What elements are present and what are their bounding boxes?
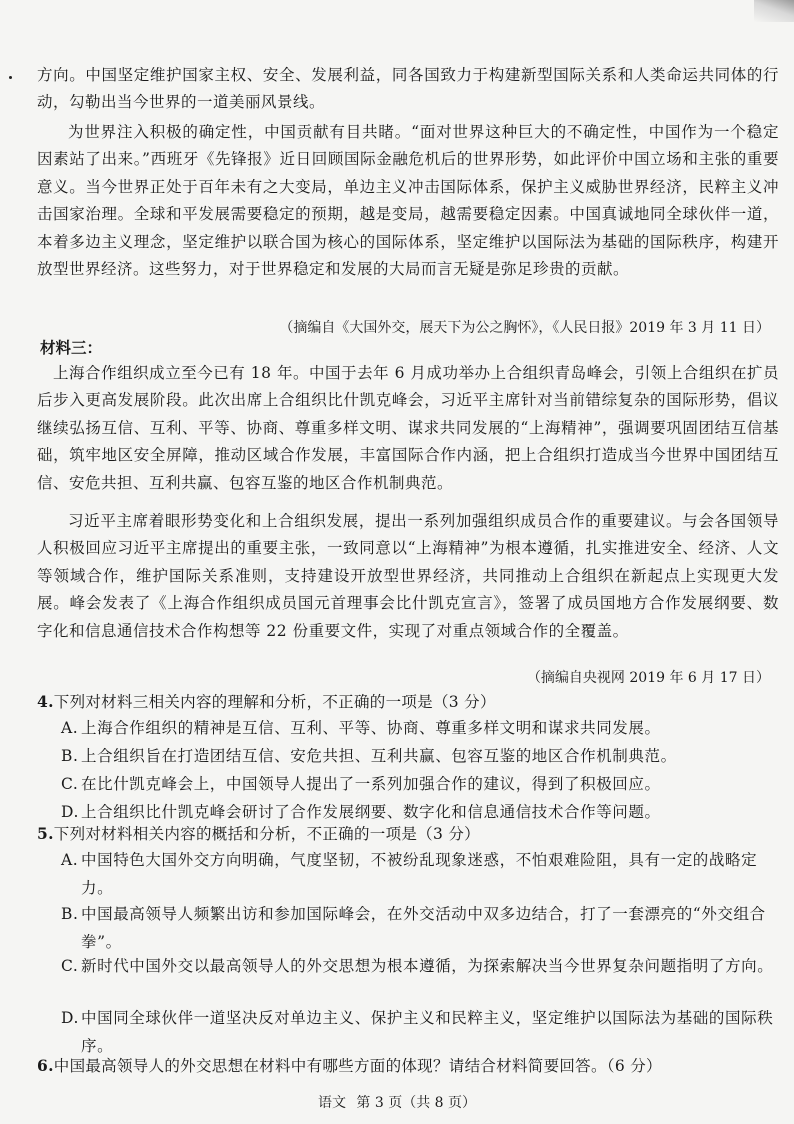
option-letter: C. xyxy=(61,957,79,975)
option-text: 中国特色大国外交方向明确，气度坚韧，不被纷乱现象迷惑，不怕艰难险阻，具有一定的战略定力。 xyxy=(81,851,758,897)
option-text: 中国同全球伙伴一道坚决反对单边主义、保护主义和民粹主义，坚定维护以国际法为基础的国际秩序。 xyxy=(81,1009,774,1055)
option-letter: D. xyxy=(61,803,80,821)
material-three-label: 材料三： xyxy=(40,338,103,357)
question-5-stem xyxy=(37,822,782,846)
option-text: 上海合作组织的精神是互信、互利、平等、协商、尊重多样文明和谋求共同发展。 xyxy=(81,719,661,737)
material-two-paragraph-2: 为世界注入积极的确定性，中国贡献有目共睹。“面对世界这种巨大的不确定性，中国作为一个稳定因素站了出来。”西班牙《先锋报》近日回顾国际金融危机后的世界形势，如此评价中国立场和主张的重要意义。当今世界正处于百年未有之大变局，单边主义冲击国际体系，保护主义威胁世界经济，民粹主义冲击国家治理。全球和平发展需要稳定的预期，越是变局，越需要稳定因素。中国真诚地同全球伙伴一道，本着多边主义理念，坚定维护以联合国为核心的国际体系，坚定维护以国际法为基础的国际秩序，构建开放型世界经济。这些努力，对于世界稳定和发展的大局而言无疑是弥足珍贵的贡献。 xyxy=(37,123,779,279)
question-4-option-a xyxy=(61,714,782,742)
question-6-stem xyxy=(37,1054,782,1078)
question-4-option-b xyxy=(61,742,782,770)
footer-page-number: 第 3 页（共 8 页） xyxy=(356,1095,477,1111)
question-5-option-c xyxy=(61,952,782,980)
option-text: 上合组织比什凯克峰会研讨了合作发展纲要、数字化和信息通信技术合作等问题。 xyxy=(81,803,661,821)
margin-dot xyxy=(9,76,12,79)
page-footer xyxy=(0,1093,794,1113)
option-letter: D. xyxy=(61,1009,80,1027)
option-text: 在比什凯克峰会上，中国领导人提出了一系列加强合作的建议，得到了积极回应。 xyxy=(81,775,661,793)
material-three-source: （摘编自央视网 2019 年 6 月 17 日） xyxy=(526,670,770,686)
question-6-text: 中国最高领导人的外交思想在材料中有哪些方面的体现？请结合材料简要回答。（6 分） xyxy=(53,1057,662,1075)
question-5-number: 5. xyxy=(37,824,54,843)
material-two-source: （摘编自《大国外交，展天下为公之胸怀》，《人民日报》2019 年 3 月 11 日） xyxy=(279,320,770,336)
option-letter: B. xyxy=(61,905,79,923)
scan-corner-shadow xyxy=(754,0,794,22)
option-text: 新时代中国外交以最高领导人的外交思想为根本遵循，为探索解决当今世界复杂问题指明了方向。 xyxy=(81,957,774,975)
question-4-stem xyxy=(37,690,782,714)
question-6-number: 6. xyxy=(37,1056,54,1075)
material-three-paragraph-2: 习近平主席着眼形势变化和上合组织发展，提出一系列加强组织成员合作的重要建议。与会各国领导人积极回应习近平主席提出的重要主张，一致同意以“上海精神”为根本遵循，扎实推进安全、经济、人文等领域合作，维护国际关系准则，支持建设开放型世界经济，共同推动上合组织在新起点上实现更大发展。峰会发表了《上海合作组织成员国元首理事会比什凯克宣言》，签署了成员国地方合作发展纲要、数字化和信息通信技术合作构想等 22 份重要文件，实现了对重点领域合作的全覆盖。 xyxy=(37,512,779,640)
material-three-paragraph-1: 上海合作组织成立至今已有 18 年。中国于去年 6 月成功举办上合组织青岛峰会，引领上合组织在扩员后步入更高发展阶段。此次出席上合组织比什凯克峰会，习近平主席针对当前错综复杂的国际形势，倡议继续弘扬互信、互利、平等、协商、尊重多样文明、谋求共同发展的“上海精神”，强调要巩固团结互信基础，筑牢地区安全屏障，推动区域合作发展，丰富国际合作内涵，把上合组织打造成当今世界中国团结互信、安危共担、互利共赢、包容互鉴的地区合作机制典范。 xyxy=(37,364,779,492)
question-5-option-b xyxy=(61,900,782,956)
option-text: 上合组织旨在打造团结互信、安危共担、互利共赢、包容互鉴的地区合作机制典范。 xyxy=(81,747,677,765)
question-5-text: 下列对材料相关内容的概括和分析，不正确的一项是（3 分） xyxy=(53,825,480,843)
question-4-text: 下列对材料三相关内容的理解和分析，不正确的一项是（3 分） xyxy=(53,693,496,711)
option-letter: A. xyxy=(61,851,79,869)
question-5-option-d xyxy=(61,1004,782,1060)
option-letter: B. xyxy=(61,747,79,765)
question-5-option-a xyxy=(61,846,782,902)
footer-subject: 语文 xyxy=(317,1095,346,1111)
material-two-paragraph-1: 方向。中国坚定维护国家主权、安全、发展利益，同各国致力于构建新型国际关系和人类命运共同体的行动，勾勒出当今世界的一道美丽风景线。 xyxy=(37,66,779,112)
option-letter: C. xyxy=(61,775,79,793)
option-text: 中国最高领导人频繁出访和参加国际峰会，在外交活动中双多边结合，打了一套漂亮的“外交组合拳”。 xyxy=(81,905,766,951)
option-letter: A. xyxy=(61,719,79,737)
question-4-number: 4. xyxy=(37,692,54,711)
question-4-option-c xyxy=(61,770,782,798)
